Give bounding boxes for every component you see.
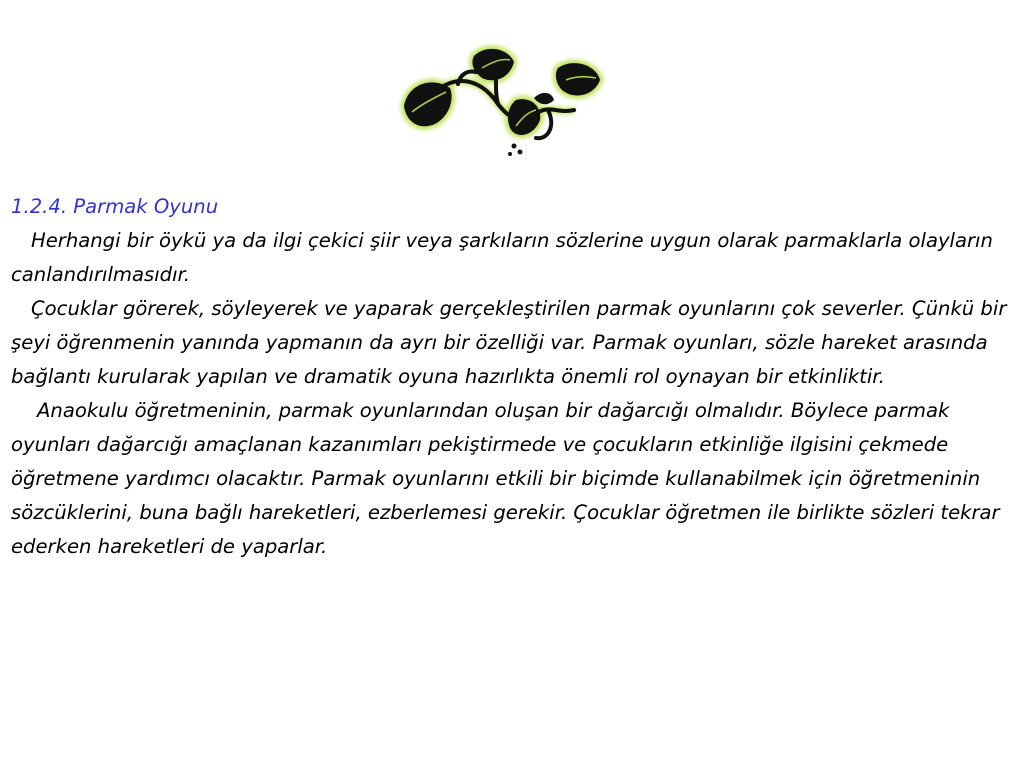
slide-content <box>11 190 1015 564</box>
paragraph-definition: Herhangi bir öykü ya da ilgi çekici şiir veya şarkıların sözlerine uygun olarak parmaklarla olayların canlandırılmasıdır. <box>11 229 993 286</box>
paragraph-teacher: Anaokulu öğretmeninin, parmak oyunlarından oluşan bir dağarcığı olmalıdır. Böylece parmak oyunları dağarcığı amaçlanan kazanımları pekiştirmede ve çocukların etkinliğe ilgisini çekmede öğretmene yardımcı olacaktır. Parmak oyunlarını etkili bir biçimde kullanabilmek için öğretmeninin sözcüklerini, buna bağlı hareketleri, ezberlemesi gerekir. Çocuklar öğretmen ile birlikte sözleri tekrar ederken hareketleri de yaparlar. <box>11 399 1000 558</box>
section-heading: 1.2.4. Parmak Oyunu <box>11 195 219 218</box>
paragraph-children: Çocuklar görerek, söyleyerek ve yaparak gerçekleştirilen parmak oyunlarını çok severler. Çünkü bir şeyi öğrenmenin yanında yapmanın da ayrı bir özelliği var. Parmak oyunları, sözle hareket arasında bağlantı kurularak yapılan ve dramatik oyuna hazırlıkta önemli rol oynayan bir etkinliktir. <box>11 297 1007 388</box>
leaf-vine-ornament-icon <box>398 44 608 162</box>
